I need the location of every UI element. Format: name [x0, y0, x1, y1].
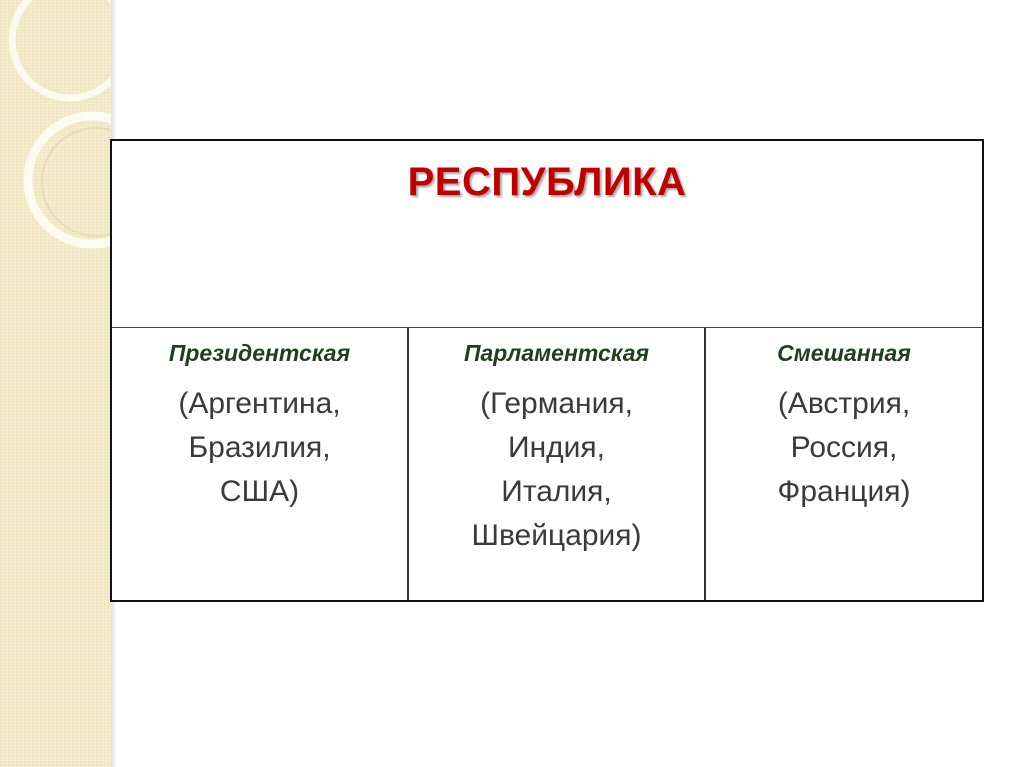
example-line: Франция): [777, 475, 911, 508]
example-line: (Австрия,: [777, 387, 911, 420]
table-header-row: [112, 141, 982, 328]
example-line: Россия,: [790, 431, 898, 464]
column-examples: [112, 382, 407, 514]
slide-title: РЕСПУБЛИКА: [407, 160, 687, 204]
example-line: Бразилия,: [188, 431, 331, 464]
column-heading: Смешанная: [777, 340, 911, 366]
column-presidential: [112, 328, 407, 600]
column-examples: [409, 382, 704, 558]
column-heading: Президентская: [168, 340, 351, 366]
column-heading: Парламентская: [463, 340, 650, 366]
example-line: (Германия,: [480, 387, 633, 420]
republic-table: [110, 139, 984, 602]
example-line: Индия,: [508, 431, 605, 464]
example-line: (Аргентина,: [178, 387, 341, 420]
column-parliamentary: [407, 328, 704, 600]
example-line: США): [219, 475, 300, 508]
decorative-rings-icon: [0, 0, 111, 767]
decorative-side-strip: [0, 0, 111, 767]
column-examples: [706, 382, 982, 514]
example-line: Швейцария): [471, 519, 642, 552]
column-mixed: [704, 328, 982, 600]
example-line: Италия,: [501, 475, 612, 508]
